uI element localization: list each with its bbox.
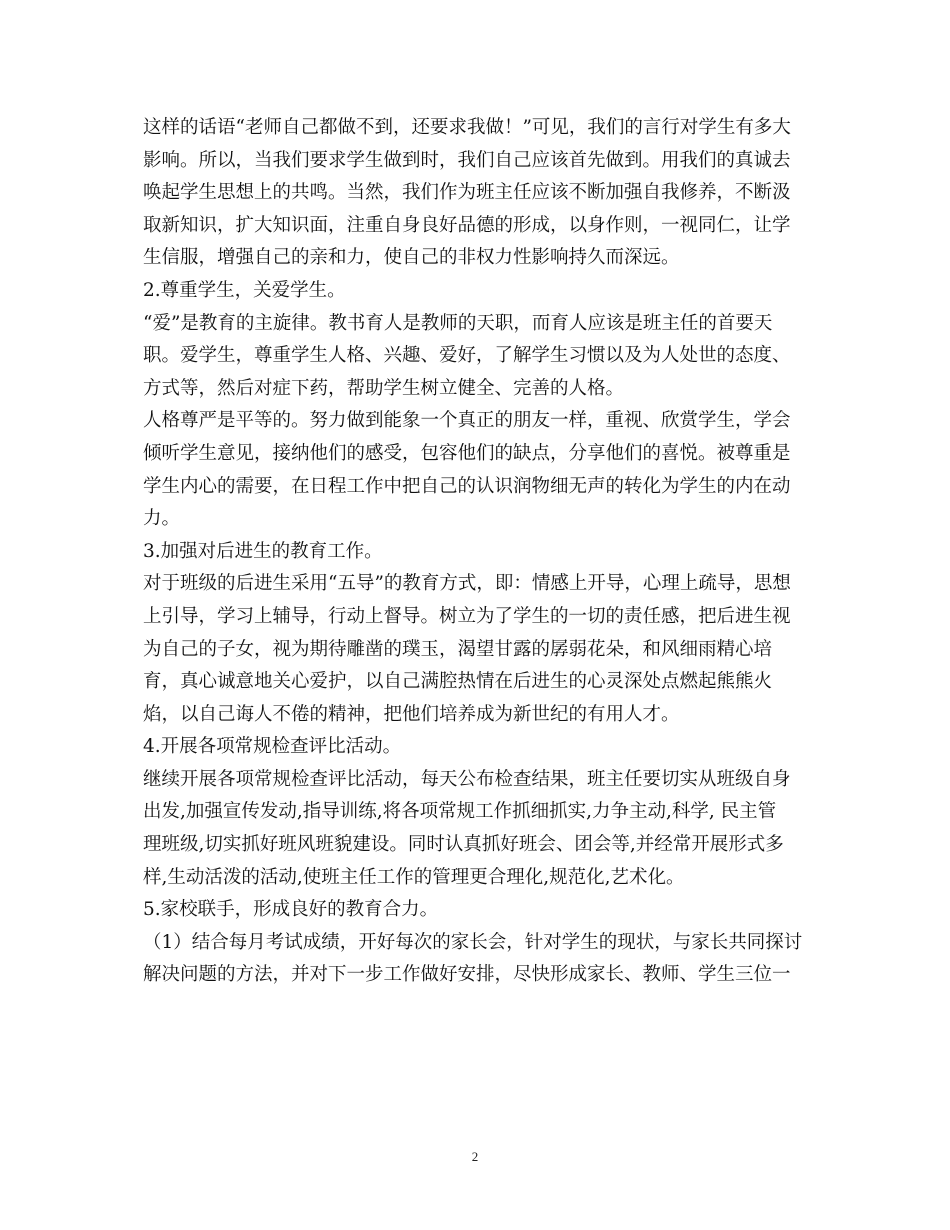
text-line: 取新知识，扩大知识面，注重自身良好品德的形成，以身作则，一视同仁，让学 <box>143 214 791 236</box>
section-heading: 3.加强对后进生的教育工作。 <box>143 540 383 562</box>
text-line: 方式等，然后对症下药，帮助学生树立健全、完善的人格。 <box>143 377 625 399</box>
text-line: （1）结合每月考试成绩，开好每次的家长会，针对学生的现状，与家长共同探讨 <box>143 931 803 953</box>
text-line: 人格尊严是平等的。努力做到能象一个真正的朋友一样，重视、欣赏学生，学会 <box>143 410 791 432</box>
text-line: 这样的话语“老师自己都做不到，还要求我做！”可见，我们的言行对学生有多大 <box>143 117 791 138</box>
text-line: 解决问题的方法，并对下一步工作做好安排，尽快形成家长、教师、学生三位一 <box>143 964 791 986</box>
section-heading: 4.开展各项常规检查评比活动。 <box>143 736 402 758</box>
text-line: 上引导，学习上辅导，行动上督导。树立为了学生的一切的责任感，把后进生视 <box>143 605 791 627</box>
text-line: 样,生动活泼的活动,使班主任工作的管理更合理化,规范化,艺术化。 <box>143 866 685 888</box>
text-line: 育，真心诚意地关心爱护，以自己满腔热情在后进生的心灵深处点燃起熊熊火 <box>143 671 773 693</box>
text-line: 对于班级的后进生采用“五导”的教育方式，即：情感上开导，心理上疏导，思想 <box>143 573 791 595</box>
text-line: 职。爱学生，尊重学生人格、兴趣、爱好，了解学生习惯以及为人处世的态度、 <box>143 345 791 367</box>
text-line: 唤起学生思想上的共鸣。当然，我们作为班主任应该不断加强自我修养，不断汲 <box>143 182 791 204</box>
text-line: 倾听学生意见，接纳他们的感受，包容他们的缺点，分享他们的喜悦。被尊重是 <box>143 442 791 464</box>
body-text <box>143 112 808 992</box>
section-heading: 2.尊重学生，关爱学生。 <box>143 279 346 301</box>
text-line: 为自己的子女，视为期待雕凿的璞玉，渴望甘露的孱弱花朵，和风细雨精心培 <box>143 638 773 660</box>
text-line: 力。 <box>143 508 181 530</box>
text-line: 理班级,切实抓好班风班貌建设。同时认真抓好班会、团会等,并经常开展形式多 <box>143 834 784 856</box>
page-number: 2 <box>471 1149 479 1164</box>
section-heading: 5.家校联手，形成良好的教育合力。 <box>143 899 439 921</box>
text-line: 学生内心的需要，在日程工作中把自己的认识润物细无声的转化为学生的内在动 <box>143 475 791 497</box>
text-line: 影响。所以，当我们要求学生做到时，我们自己应该首先做到。用我们的真诚去 <box>143 149 791 171</box>
text-line: 生信服，增强自己的亲和力，使自己的非权力性影响持久而深远。 <box>143 247 680 269</box>
text-line: 焰，以自己诲人不倦的精神，把他们培养成为新世纪的有用人才。 <box>143 703 680 725</box>
text-line: 继续开展各项常规检查评比活动，每天公布检查结果，班主任要切实从班级自身 <box>143 768 791 790</box>
text-line: 出发,加强宣传发动,指导训练,将各项常规工作抓细抓实,力争主动,科学, 民主管 <box>143 801 777 823</box>
text-line: “爱”是教育的主旋律。教书育人是教师的天职，而育人应该是班主任的首要天 <box>143 312 773 334</box>
